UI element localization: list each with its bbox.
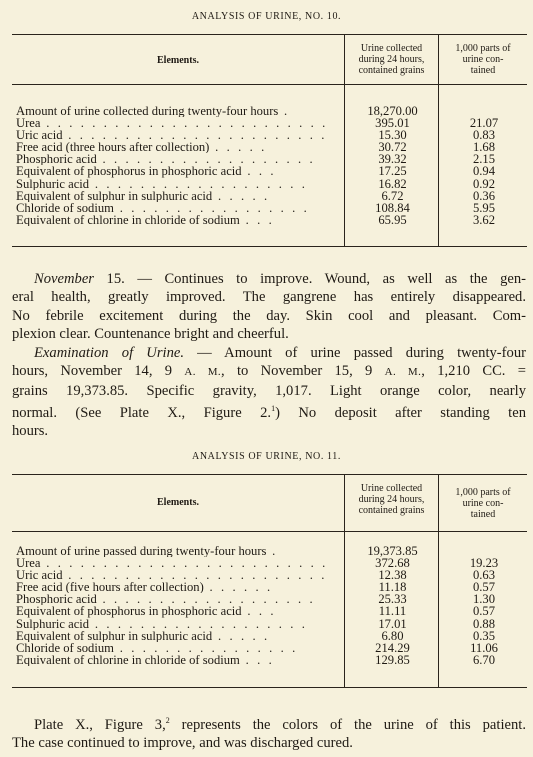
value-grains: 12.38 (378, 568, 407, 583)
row-label: Sulphuric acid . . . . . . . . . . . . . . . . . . . (16, 177, 308, 190)
table-row (12, 545, 527, 557)
value-per-thousand: 19.23 (469, 556, 499, 571)
value-per-thousand: 1.30 (472, 592, 496, 607)
row-label: Urea . . . . . . . . . . . . . . . . . . . . . . . . . (16, 557, 328, 570)
dot-leader: . (266, 545, 278, 558)
table-row (12, 190, 527, 202)
value-per-thousand: 0.57 (472, 604, 496, 619)
table-row (12, 630, 527, 642)
table-2 (12, 474, 527, 688)
table-row (12, 141, 527, 153)
row-label: Free acid (three hours after collection) . . . . . (16, 141, 267, 154)
dot-leader: . . . (239, 653, 275, 666)
row-label: Chloride of sodium . . . . . . . . . . . . . . . . . (16, 201, 310, 214)
header-col2: 1,000 parts of urine con- tained (455, 43, 511, 76)
text-line: November 15. — Continues to improve. Wound, as well as the gen- (34, 271, 526, 287)
header-elements: Elements. (157, 55, 199, 66)
table-row (12, 153, 527, 165)
row-label: Equivalent of sulphur in sulphuric acid . . . . . (16, 189, 270, 202)
row-label: Uric acid . . . . . . . . . . . . . . . . . . . . . . . (16, 569, 327, 582)
value-grains: 15.30 (378, 128, 407, 143)
paragraph-examination (12, 344, 526, 441)
value-grains: 108.84 (375, 200, 410, 215)
value-per-thousand: 21.07 (469, 116, 499, 131)
dot-leader: . . . . . . . . . . . . . . . . (113, 641, 298, 654)
table-row (12, 202, 527, 214)
table-row (12, 581, 527, 593)
value-grains: 30.72 (378, 140, 407, 155)
value-grains: 129.85 (375, 652, 410, 667)
row-label: Chloride of sodium . . . . . . . . . . . . . . . . (16, 641, 298, 654)
value-grains: 19,373.85 (367, 544, 418, 558)
value-grains: 16.82 (378, 176, 407, 191)
row-label: Phosphoric acid . . . . . . . . . . . . . . . . . . . (16, 153, 316, 166)
value-grains: 17.01 (378, 616, 407, 631)
dot-leader: . . . . . . . . . . . . . . . . . . . (96, 153, 316, 166)
dot-leader: . . . (241, 165, 277, 178)
dot-leader: . . . . . (212, 629, 270, 642)
text-line: normal. (See Plate X., Figure 2.$^1$) No deposit after standing ten (12, 404, 526, 422)
text-line: grains 19,373.85. Specific gravity, 1,017. Light orange color, nearly (12, 382, 526, 399)
table-row (12, 178, 527, 190)
table-row (12, 642, 527, 654)
value-grains: 18,270.00 (367, 104, 418, 118)
value-per-thousand: 6.70 (472, 652, 496, 667)
dot-leader: . . . . . . . . . . . . . . . . . . . (89, 617, 308, 630)
row-label: Uric acid . . . . . . . . . . . . . . . . . . . . . . . (16, 129, 327, 142)
text-line: hours, November 14, 9 A. M., to November 15, 9 A. M., 1,210 CC. = (12, 363, 526, 380)
header-col1: Urine collected during 24 hours, contained grains (358, 43, 425, 76)
dot-leader: . (278, 105, 290, 118)
value-per-thousand: 0.92 (472, 176, 496, 191)
value-per-thousand: 0.88 (472, 616, 496, 631)
value-per-thousand: 3.62 (472, 212, 496, 227)
row-label: Amount of urine collected during twenty-four hours . (16, 105, 290, 118)
value-per-thousand: 0.36 (472, 188, 496, 203)
value-grains: 17.25 (378, 164, 407, 179)
row-label: Equivalent of chlorine in chloride of sodium . . . (16, 653, 275, 666)
table-row (12, 593, 527, 605)
header-elements: Elements. (157, 497, 199, 508)
header-col1: Urine collected during 24 hours, contained grains (358, 483, 425, 516)
dot-leader: . . . (239, 213, 275, 226)
value-grains: 11.11 (378, 604, 407, 619)
value-per-thousand: 11.06 (470, 640, 498, 655)
header-col2: 1,000 parts of urine con- tained (455, 487, 511, 520)
value-grains: 25.33 (378, 592, 407, 607)
paragraph-november-15 (12, 270, 526, 344)
table-row (12, 165, 527, 177)
dot-leader: . . . . . . . . . . . . . . . . . (113, 201, 310, 214)
value-per-thousand: 0.83 (472, 128, 496, 143)
table-row (12, 618, 527, 630)
row-label: Equivalent of sulphur in sulphuric acid . . . . . (16, 629, 270, 642)
dot-leader: . . . . . . . . . . . . . . . . . . . . . . . . . (40, 117, 328, 130)
dot-leader: . . . . . . . . . . . . . . . . . . . . . . . (62, 129, 327, 142)
row-label: Free acid (five hours after collection) . . . . . . (16, 581, 273, 594)
value-per-thousand: 0.35 (472, 628, 496, 643)
text-line: Plate X., Figure 3,$^2$ represents the colors of the urine of this patient. (34, 716, 526, 733)
row-label: Sulphuric acid . . . . . . . . . . . . . . . . . . . (16, 617, 308, 630)
table-1-rows (12, 105, 527, 226)
dot-leader: . . . . . . . . . . . . . . . . . . . . . . . (62, 569, 327, 582)
header-rule (12, 84, 527, 85)
value-per-thousand: 0.63 (472, 568, 496, 583)
header-rule (12, 531, 527, 532)
table-1 (12, 34, 527, 247)
text-line: eral health, greatly improved. The gangrene has entirely disappeared. (12, 289, 526, 306)
value-per-thousand: 0.94 (472, 164, 496, 179)
value-grains: 372.68 (375, 556, 410, 571)
table-2-rows (12, 545, 527, 666)
value-grains: 6.80 (381, 628, 404, 643)
text-line: plexion clear. Countenance bright and cheerful. (12, 326, 289, 343)
value-per-thousand: 0.57 (472, 580, 496, 595)
text-line: No febrile excitement during the day. Skin cool and pleasant. Com- (12, 307, 526, 324)
row-label: Urea . . . . . . . . . . . . . . . . . . . . . . . . . (16, 117, 328, 130)
dot-leader: . . . . . . (203, 581, 273, 594)
text-line: The case continued to improve, and was discharged cured. (12, 735, 353, 752)
row-label: Equivalent of chlorine in chloride of sodium . . . (16, 213, 275, 226)
value-per-thousand: 1.68 (472, 140, 496, 155)
dot-leader: . . . . . (212, 189, 270, 202)
value-grains: 11.18 (378, 580, 407, 595)
row-label: Amount of urine passed during twenty-four hours . (16, 545, 278, 558)
table-1-title: ANALYSIS OF URINE, NO. 10. (191, 11, 342, 22)
text-line: hours. (12, 423, 49, 440)
dot-leader: . . . . . . . . . . . . . . . . . . . . . . . . . (40, 557, 328, 570)
dot-leader: . . . (241, 605, 277, 618)
table-row (12, 569, 527, 581)
table-row (12, 654, 527, 666)
row-label: Equivalent of phosphorus in phosphoric acid . . . (16, 165, 277, 178)
table-2-title: ANALYSIS OF URINE, NO. 11. (192, 451, 341, 462)
value-grains: 395.01 (375, 116, 410, 131)
dot-leader: . . . . . . . . . . . . . . . . . . . (89, 177, 308, 190)
value-grains: 6.72 (381, 188, 404, 203)
table-row (12, 129, 527, 141)
value-grains: 39.32 (378, 152, 407, 167)
table-row (12, 117, 527, 129)
dot-leader: . . . . . . . . . . . . . . . . . . . (96, 593, 316, 606)
value-grains: 65.95 (378, 212, 407, 227)
text-line: Examination of Urine. — Amount of urine passed during twenty-four (34, 345, 526, 361)
value-per-thousand: 5.95 (472, 200, 496, 215)
table-row (12, 214, 527, 226)
value-grains: 214.29 (375, 640, 410, 655)
row-label: Phosphoric acid . . . . . . . . . . . . . . . . . . . (16, 593, 316, 606)
row-label: Equivalent of phosphorus in phosphoric acid . . . (16, 605, 277, 618)
value-per-thousand: 2.15 (472, 152, 496, 167)
paragraph-plate-x (12, 712, 526, 753)
table-row (12, 105, 527, 117)
dot-leader: . . . . . (209, 141, 267, 154)
table-row (12, 557, 527, 569)
table-row (12, 605, 527, 617)
